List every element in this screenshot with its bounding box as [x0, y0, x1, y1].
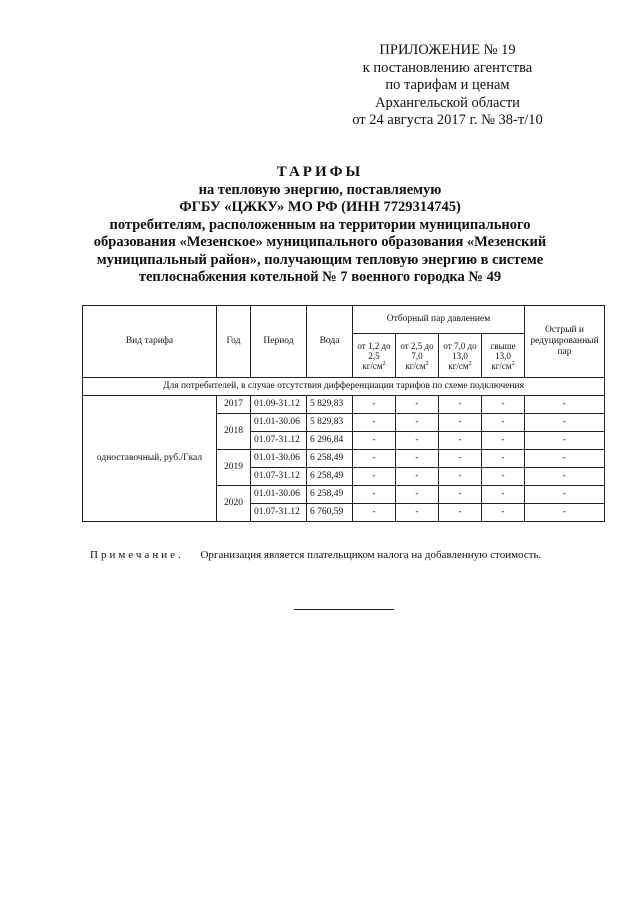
- appendix-line: от 24 августа 2017 г. № 38-т/10: [352, 112, 543, 128]
- document-heading: ТАРИФЫ: [276, 164, 364, 180]
- table-row: [83, 396, 605, 414]
- steam-1-cell: -: [353, 432, 396, 450]
- steam-3-cell: -: [439, 414, 482, 432]
- note-label: Примечание.: [90, 549, 184, 561]
- document-title: [60, 164, 580, 287]
- header-steam-2: от 2,5 до 7,0 $кг/см^2$: [396, 334, 439, 378]
- period-cell: 01.07-31.12: [251, 504, 307, 522]
- steam-1-cell: -: [353, 450, 396, 468]
- steam-4-cell: -: [482, 414, 525, 432]
- year-cell: 2019: [217, 450, 251, 486]
- appendix-line: Архангельской области: [375, 94, 520, 111]
- sharp-steam-cell: -: [525, 450, 605, 468]
- year-cell: 2020: [217, 486, 251, 522]
- header-steam-3: от 7,0 до 13,0 $кг/см^2$: [439, 334, 482, 378]
- appendix-line: к постановлению агентства: [362, 59, 533, 76]
- tariff-table: [82, 305, 605, 522]
- steam-4-cell: -: [482, 486, 525, 504]
- note: [90, 549, 541, 561]
- appendix-line: по тарифам и ценам: [385, 77, 510, 93]
- title-line: теплоснабжения котельной № 7 военного городка № 49: [138, 269, 502, 285]
- title-line: ФГБУ «ЦЖКУ» МО РФ (ИНН 7729314745): [179, 199, 461, 215]
- tariff-table-wrapper: [82, 305, 605, 522]
- sharp-steam-cell: -: [525, 504, 605, 522]
- water-cell: 6 258,49: [307, 486, 353, 504]
- period-cell: 01.07-31.12: [251, 432, 307, 450]
- water-cell: 6 258,49: [307, 468, 353, 486]
- steam-2-cell: -: [396, 396, 439, 414]
- header-period: Период: [251, 306, 307, 378]
- steam-2-cell: -: [396, 414, 439, 432]
- sharp-steam-cell: -: [525, 396, 605, 414]
- sharp-steam-cell: -: [525, 486, 605, 504]
- steam-1-cell: -: [353, 414, 396, 432]
- steam-4-cell: -: [482, 450, 525, 468]
- header-tariff-type: Вид тарифа: [83, 306, 217, 378]
- period-cell: 01.01-30.06: [251, 450, 307, 468]
- steam-3-cell: -: [439, 504, 482, 522]
- steam-2-cell: -: [396, 504, 439, 522]
- steam-1-cell: -: [353, 396, 396, 414]
- sharp-steam-cell: -: [525, 432, 605, 450]
- steam-1-cell: -: [353, 468, 396, 486]
- steam-3-cell: -: [439, 432, 482, 450]
- steam-4-cell: -: [482, 432, 525, 450]
- year-cell: 2017: [217, 396, 251, 414]
- steam-2-cell: -: [396, 432, 439, 450]
- steam-4-cell: -: [482, 504, 525, 522]
- header-sharp-steam: Острый и редуцированный пар: [525, 306, 605, 378]
- steam-1-cell: -: [353, 486, 396, 504]
- steam-3-cell: -: [439, 486, 482, 504]
- header-year: Год: [217, 306, 251, 378]
- water-cell: 6 296,84: [307, 432, 353, 450]
- header-steam-group: Отборный пар давлением: [353, 306, 525, 334]
- closing-rule: [294, 609, 394, 610]
- title-line: на тепловую энергию, поставляемую: [198, 181, 442, 198]
- period-cell: 01.01-30.06: [251, 486, 307, 504]
- water-cell: 5 829,83: [307, 414, 353, 432]
- period-cell: 01.07-31.12: [251, 468, 307, 486]
- steam-2-cell: -: [396, 486, 439, 504]
- period-cell: 01.09-31.12: [251, 396, 307, 414]
- steam-3-cell: -: [439, 396, 482, 414]
- appendix-block: [300, 42, 595, 130]
- steam-3-cell: -: [439, 450, 482, 468]
- steam-2-cell: -: [396, 468, 439, 486]
- note-text: Организация является плательщиком налога на добавленную стоимость.: [200, 549, 542, 561]
- title-line: муниципальный район», получающим тепловую энергию в системе: [96, 251, 544, 268]
- water-cell: 6 258,49: [307, 450, 353, 468]
- steam-2-cell: -: [396, 450, 439, 468]
- header-steam-1: от 1,2 до 2,5 $кг/см^2$: [353, 334, 396, 378]
- section-title: Для потребителей, в случае отсутствия дифференциации тарифов по схеме подключения: [83, 378, 605, 396]
- water-cell: 6 760,59: [307, 504, 353, 522]
- title-line: образования «Мезенское» муниципального образования «Мезенский: [93, 234, 547, 250]
- header-water: Вода: [307, 306, 353, 378]
- steam-4-cell: -: [482, 468, 525, 486]
- tariff-label: одноставочный, руб./Гкал: [83, 396, 217, 522]
- sharp-steam-cell: -: [525, 414, 605, 432]
- steam-4-cell: -: [482, 396, 525, 414]
- header-steam-4: свыше 13,0 $кг/см^2$: [482, 334, 525, 378]
- period-cell: 01.01-30.06: [251, 414, 307, 432]
- year-cell: 2018: [217, 414, 251, 450]
- title-line: потребителям, расположенным на территории муниципального: [109, 216, 531, 233]
- sharp-steam-cell: -: [525, 468, 605, 486]
- appendix-line: ПРИЛОЖЕНИЕ № 19: [379, 42, 516, 58]
- steam-3-cell: -: [439, 468, 482, 486]
- steam-1-cell: -: [353, 504, 396, 522]
- water-cell: 5 829,83: [307, 396, 353, 414]
